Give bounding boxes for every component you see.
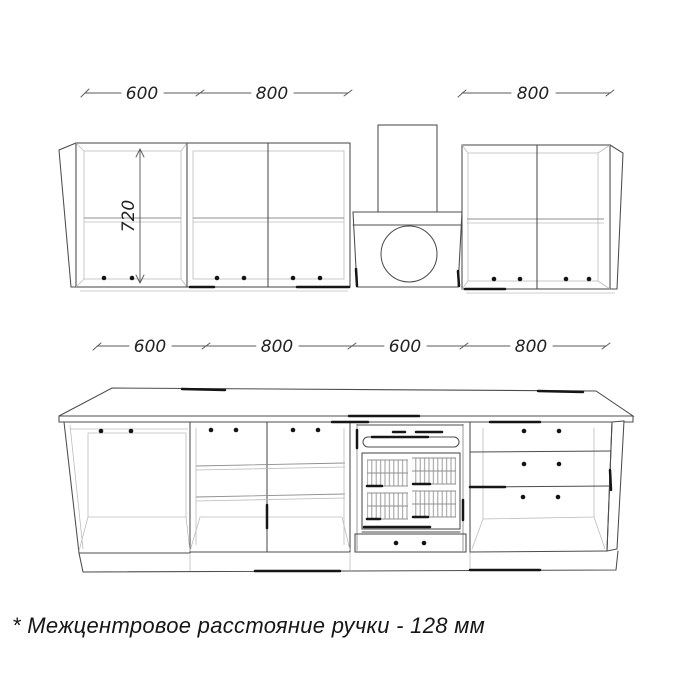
oven-cabinet	[355, 424, 466, 552]
drawer-cabinet-800	[470, 421, 624, 553]
cabinet-side-panel	[610, 145, 623, 289]
range-hood	[353, 125, 462, 287]
plinth	[79, 551, 618, 572]
dim-label-upper-1: 600	[125, 84, 159, 104]
door-divider	[267, 422, 350, 552]
hood-duct	[378, 125, 437, 212]
cabinet-side-panel	[59, 143, 76, 287]
dim-label-lower-2: 800	[260, 337, 294, 357]
base-cabinet-600-open	[64, 422, 190, 553]
dim-label-lower-1: 600	[133, 337, 167, 357]
countertop	[59, 388, 633, 422]
cabinet-front	[462, 145, 610, 289]
hood-body	[353, 212, 462, 287]
dim-label-upper-2: 800	[255, 84, 289, 104]
oven-handle	[363, 437, 459, 447]
lower-dimension-lines	[93, 337, 610, 357]
oven-drawer-front	[355, 534, 466, 552]
handle-holes	[209, 428, 321, 433]
handle-holes	[394, 541, 427, 546]
handle-distance-note: * Межцентровое расстояние ручки - 128 мм	[12, 613, 485, 638]
dim-label-height: 720	[119, 199, 139, 233]
base-cabinet-800-doors	[190, 422, 368, 552]
dim-label-upper-3: 800	[516, 84, 550, 104]
wall-cabinet-800-right	[462, 145, 623, 293]
handle-holes	[521, 429, 562, 500]
drawer-divider-1	[470, 451, 611, 452]
oven-rack-lower	[367, 491, 456, 519]
oven-rack-upper	[367, 458, 456, 486]
dim-label-lower-3: 600	[388, 337, 422, 357]
upper-dimension-lines	[81, 84, 614, 104]
dim-label-lower-4: 800	[514, 337, 548, 357]
